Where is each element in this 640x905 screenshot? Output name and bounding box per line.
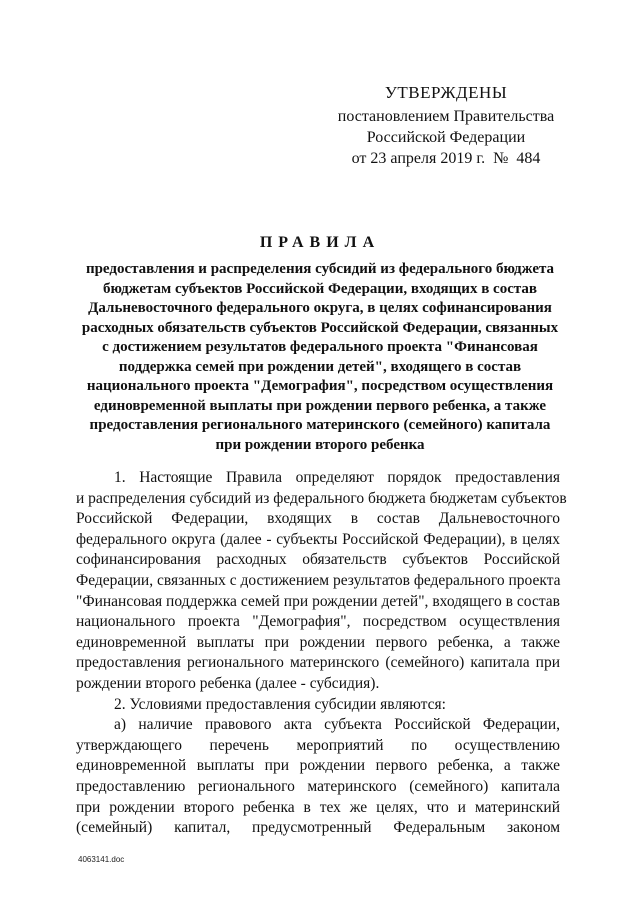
- subtitle-line: единовременной выплаты при рождении первого ребенка, а также: [93, 397, 547, 414]
- body-line: и распределения субсидий из федерального бюджета бюджетам субъектов: [76, 489, 567, 507]
- approval-line: Российской Федерации: [366, 129, 526, 146]
- subtitle-line: при рождении второго ребенка: [215, 436, 425, 453]
- subtitle-line: расходных обязательств субъектов Российской Федерации, связанных: [81, 319, 559, 336]
- body-line: утверждающего перечень мероприятий по осуществлению: [76, 736, 560, 754]
- body-line: федерального округа (далее - субъекты Российской Федерации), в целях: [76, 530, 560, 548]
- body-line: (семейный) капитал, предусмотренный Федеральным законом: [76, 819, 560, 837]
- body-line: Российской Федерации, входящих в состав Дальневосточного: [76, 510, 560, 528]
- body-line: Федерации, связанных с достижением результатов федерального проекта: [76, 571, 561, 589]
- body-line: национального проекта "Демография", посредством осуществления: [76, 613, 560, 631]
- subtitle-line: поддержка семей при рождении детей", входящего в состав: [118, 358, 522, 375]
- subtitle-line: предоставления и распределения субсидий из федерального бюджета: [85, 261, 555, 277]
- subtitle-line: с достижением результатов федерального проекта "Финансовая: [102, 339, 538, 355]
- body-line: предоставления регионального материнского (семейного) капитала при: [76, 654, 560, 672]
- document-subtitle: [60, 260, 580, 455]
- approval-date-line: от 23 апреля 2019 г. № 484: [351, 150, 541, 167]
- body-line: 1. Настоящие Правила определяют порядок предоставления: [114, 469, 560, 486]
- approval-stamp: [330, 82, 562, 169]
- document-title: ПРАВИЛА: [259, 234, 381, 251]
- body-line: рождении второго ребенка (далее - субсидия).: [76, 674, 380, 692]
- subtitle-line: Дальневосточного федерального округа, в целях софинансирования: [88, 300, 552, 316]
- footer-doc-id: 4063141.doc: [78, 855, 125, 864]
- approval-heading: УТВЕРЖДЕНЫ: [384, 83, 508, 102]
- body-line: при рождении второго ребенка в тех же целях, что и материнский: [76, 798, 560, 816]
- body-line: "Финансовая поддержка семей при рождении детей", входящего в состав: [76, 592, 560, 610]
- body-line: 2. Условиями предоставления субсидии являются:: [114, 695, 446, 713]
- body-line: предоставлению регионального материнского (семейного) капитала: [76, 777, 560, 795]
- approval-line: постановлением Правительства: [337, 108, 555, 125]
- body-line: единовременной выплаты при рождении первого ребенка, а также: [76, 633, 560, 651]
- subtitle-line: бюджетам субъектов Российской Федерации, входящих в состав: [102, 280, 538, 297]
- body-line: а) наличие правового акта субъекта Российской Федерации,: [114, 716, 560, 734]
- subtitle-line: национального проекта "Демография", посредством осуществления: [86, 378, 554, 394]
- body-line: софинансирования расходных обязательств субъектов Российской: [76, 551, 560, 569]
- subtitle-line: предоставления регионального материнского (семейного) капитала: [89, 417, 551, 433]
- body-line: единовременной выплаты при рождении первого ребенка, а также: [76, 757, 560, 775]
- document-body: [76, 468, 567, 839]
